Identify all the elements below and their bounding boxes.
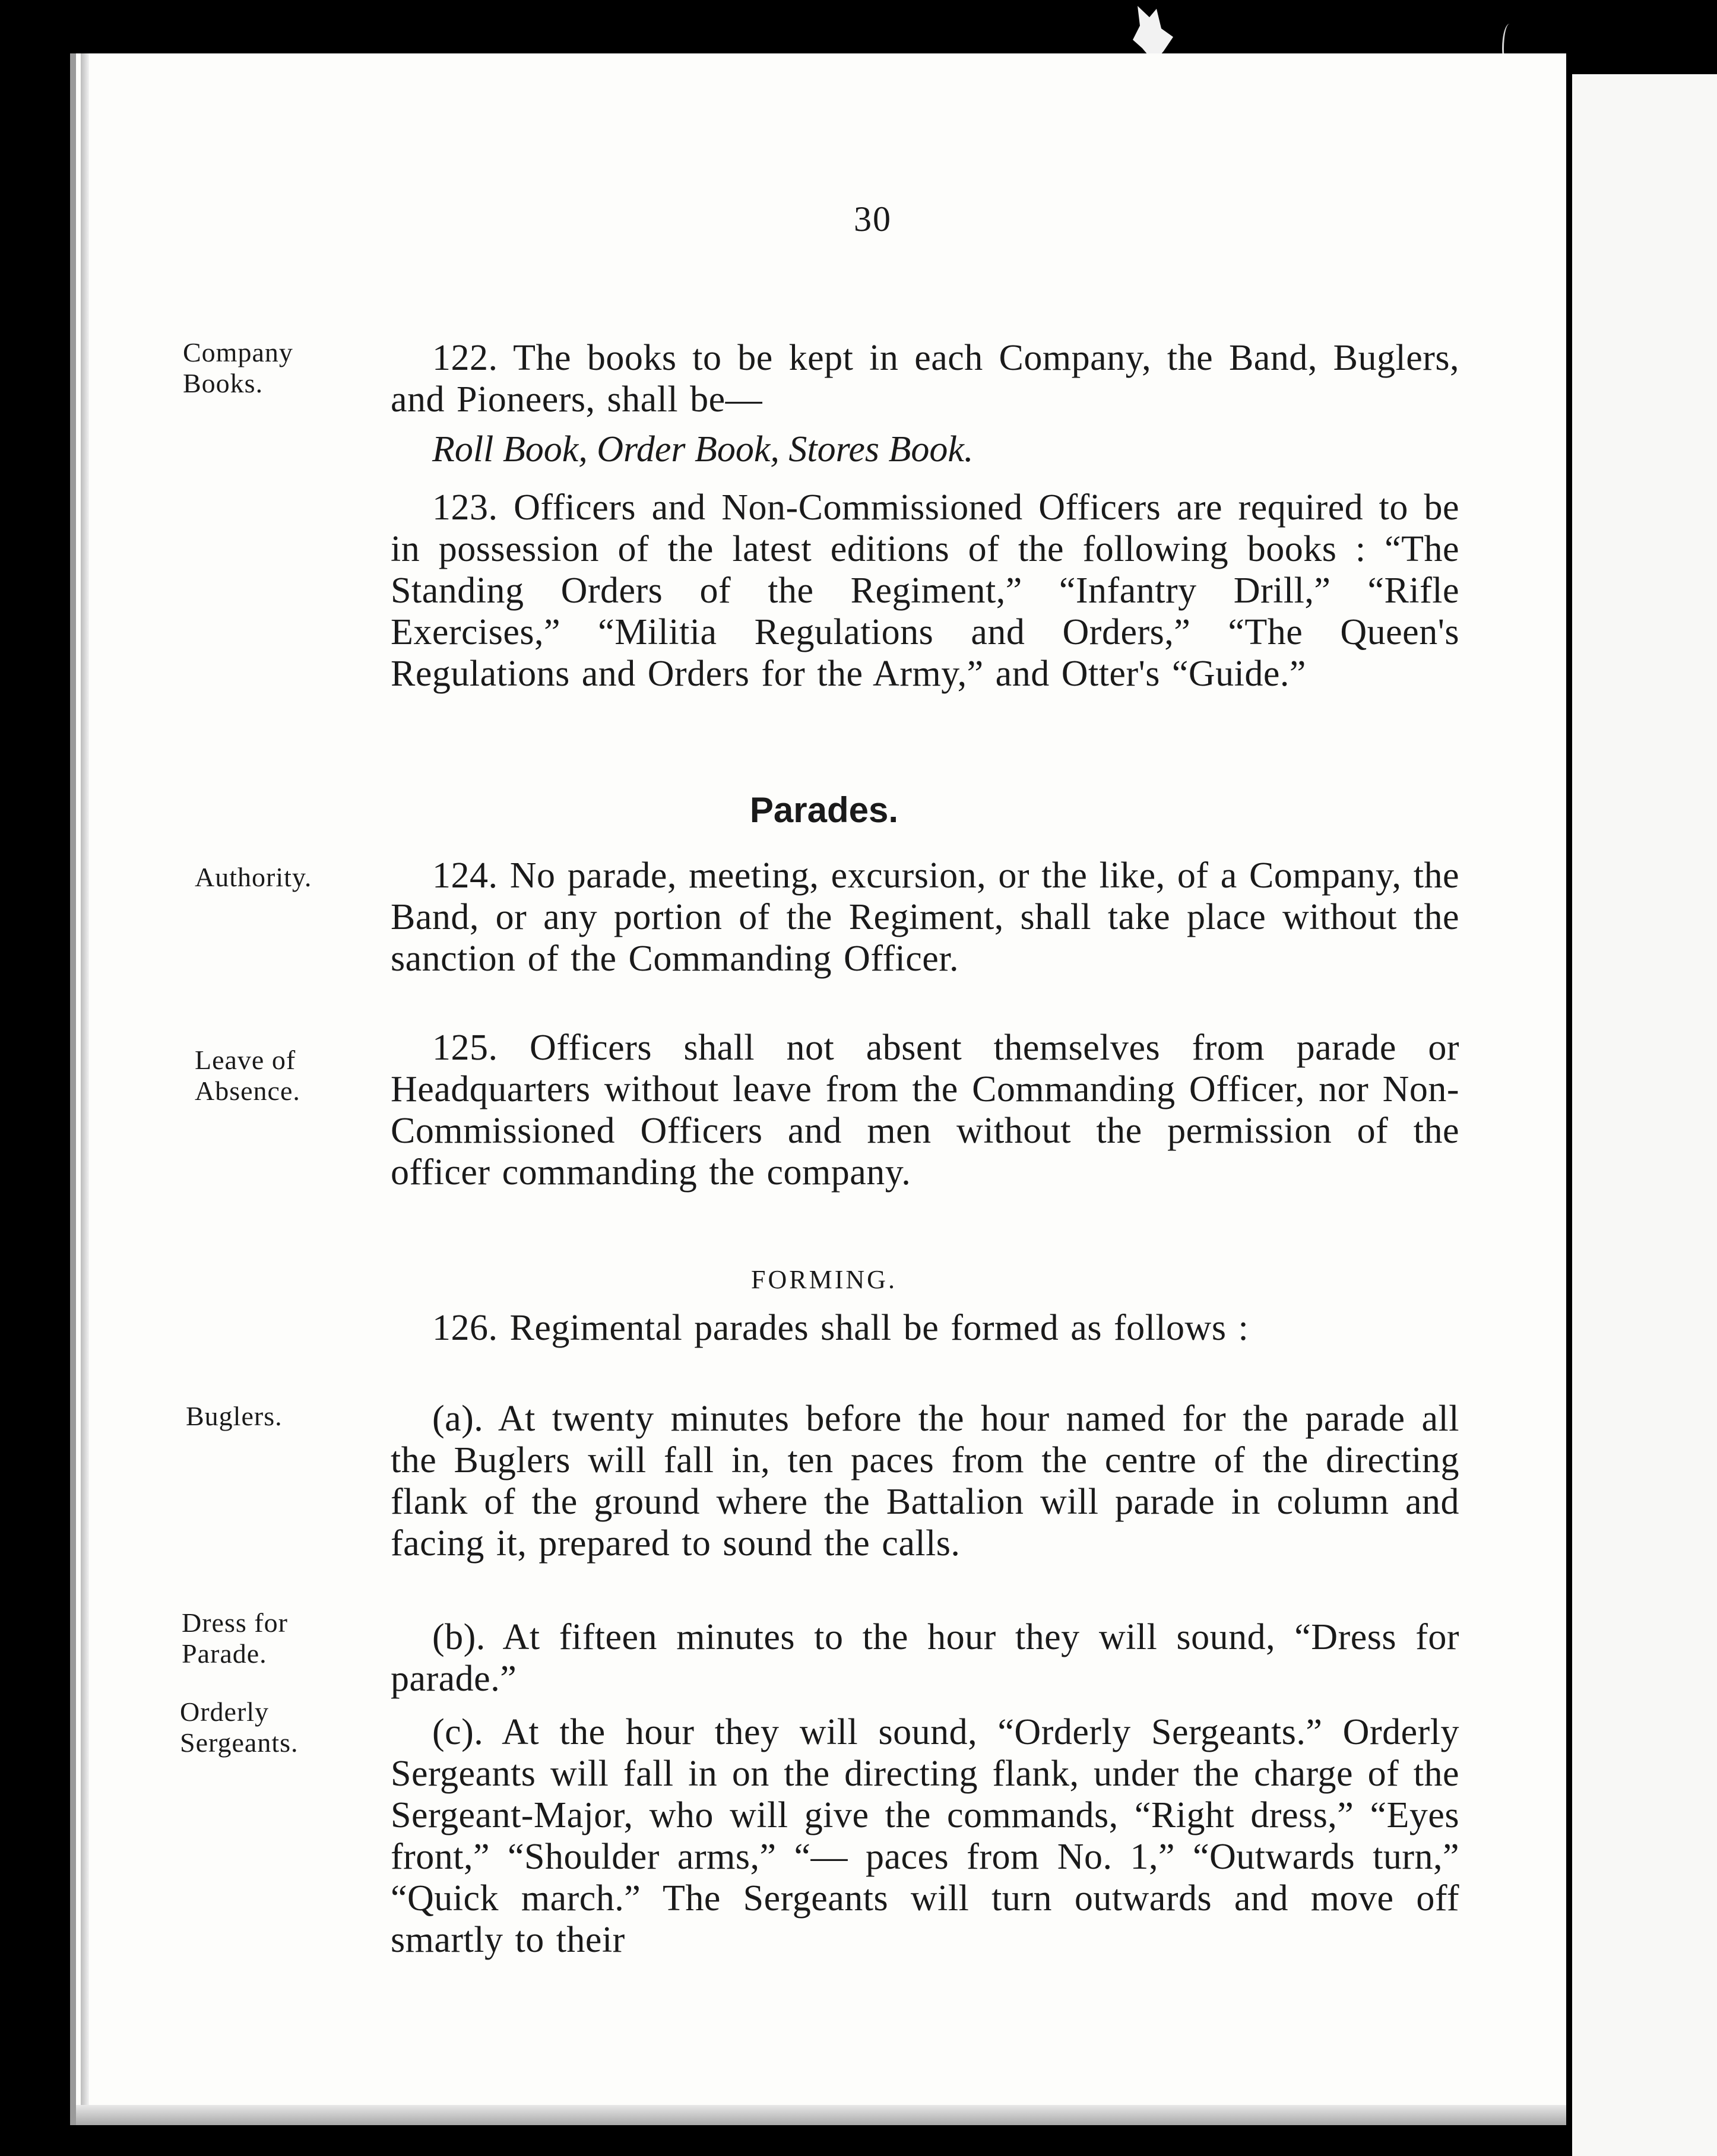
margin-note-company-books: Company Books.	[183, 337, 293, 398]
margin-note-dress-for-parade: Dress for Parade.	[182, 1608, 288, 1669]
paragraph-123: 123. Officers and Non-Commissioned Officers are required to be in possession of the latest editions of the following books : “The Standing Orders of the Regiment,” “Infantry Drill,” “Rifle Exercises,” “Militia Regulations and Orders,” “The Queen's Regulations and Orders for the Army,” and Otter's “Guide.”	[391, 487, 1459, 694]
section-heading-parades: Parades.	[749, 790, 899, 830]
paragraph-125: 125. Officers shall not absent themselves from parade or Headquarters without leave from the Commanding Officer, nor Non-Commissioned Officers and men without the permission of the officer commanding the company.	[391, 1028, 1459, 1193]
margin-note-leave-of-absence: Leave of Absence.	[195, 1045, 300, 1106]
paragraph-122-list: Roll Book, Order Book, Stores Book.	[432, 429, 974, 470]
paragraph-124: 124. No parade, meeting, excursion, or the like, of a Company, the Band, or any portion of the Regiment, shall take place without the sanction of the Commanding Officer.	[391, 855, 1459, 979]
page-number: 30	[854, 199, 892, 239]
subheading-forming: FORMING.	[751, 1265, 897, 1294]
paragraph-126: 126. Regimental parades shall be formed as follows :	[432, 1308, 1249, 1348]
paragraph-126b: (b). At fifteen minutes to the hour they will sound, “Dress for parade.”	[391, 1617, 1459, 1699]
paragraph-126a: (a). At twenty minutes before the hour named for the parade all the Buglers will fall in, ten paces from the centre of the directing flank of the ground where the Battalion will parade in column and facing it, prepared to sound the calls.	[391, 1399, 1459, 1564]
margin-note-orderly-sergeants: Orderly Sergeants.	[180, 1697, 299, 1758]
paragraph-122: 122. The books to be kept in each Company, the Band, Buglers, and Pioneers, shall be—	[391, 338, 1459, 420]
adjacent-page-edge	[1572, 74, 1717, 2156]
margin-note-buglers: Buglers.	[186, 1401, 283, 1431]
paragraph-126c: (c). At the hour they will sound, “Orderly Sergeants.” Orderly Sergeants will fall in on the directing flank, under the charge of the Sergeant-Major, who will give the commands, “Right dress,” “Eyes front,” “Shoulder arms,” “— paces from No. 1,” “Outwards turn,” “Quick march.” The Sergeants will turn outwards and move off smartly to their	[391, 1712, 1459, 1960]
book-page	[70, 53, 1566, 2125]
margin-note-authority: Authority.	[195, 862, 312, 892]
page-content	[76, 53, 1566, 2125]
